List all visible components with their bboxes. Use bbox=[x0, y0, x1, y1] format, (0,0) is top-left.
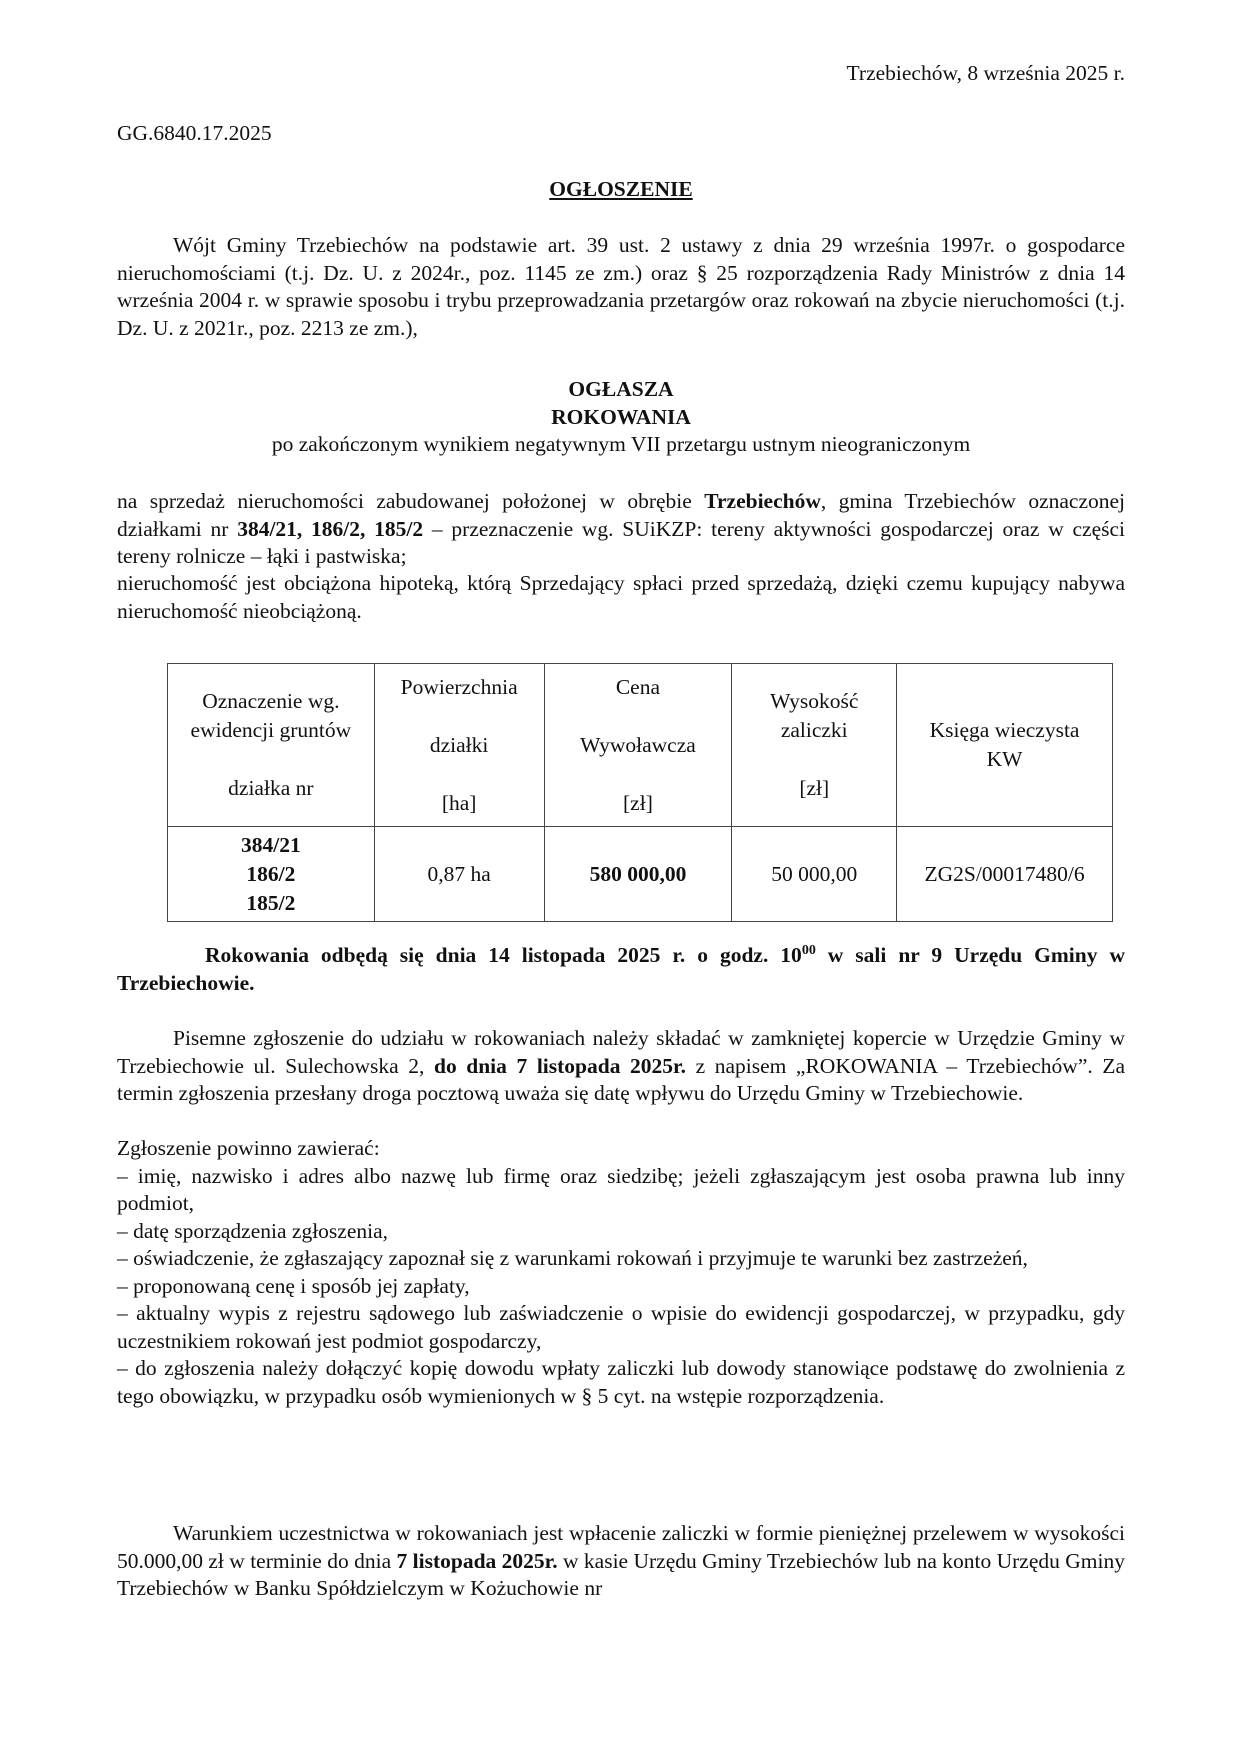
header-parcel-line: działka nr bbox=[228, 776, 314, 800]
table-row bbox=[168, 827, 1113, 922]
property-paragraph bbox=[117, 488, 1125, 571]
deposit-deadline: 7 listopada 2025r. bbox=[396, 1548, 558, 1573]
header-deposit-line: zaliczki bbox=[780, 718, 848, 742]
parcel-number: 384/21 bbox=[240, 832, 301, 857]
page-title bbox=[117, 176, 1125, 204]
deposit-paragraph bbox=[117, 1520, 1125, 1603]
header-deposit-line: Wysokość bbox=[770, 689, 859, 713]
list-item: – aktualny wypis z rejestru sądowego lub zaświadczenie o wpisie do ewidencji gospodarczej, w przypadku, gdy uczestnikiem rokowań jest podmiot gospodarczy, bbox=[117, 1301, 1125, 1353]
contents-section bbox=[117, 1135, 1125, 1410]
intro-paragraph: Wójt Gminy Trzebiechów na podstawie art. 39 ust. 2 ustawy z dnia 29 września 1997r. o gospodarce nieruchomościami (t.j. Dz. U. z 2024r., poz. 1145 ze zm.) oraz § 25 rozporządzenia Rady Ministrów z dnia 14 września 2004 r. w sprawie sposobu i trybu przeprowadzania przetargów oraz rokowań na zbycie nieruchomości (t.j. Dz. U. z 2021r., poz. 2213 ze zm.), bbox=[117, 233, 1125, 340]
meeting-text-b: w sali nr 9 Urzędu Gminy w Trzebiechowie. bbox=[117, 943, 1125, 995]
header-parcel-line: Oznaczenie wg. bbox=[202, 689, 340, 713]
list-item: – imię, nazwisko i adres albo nazwę lub firmę oraz siedzibę; jeżeli zgłaszającym jest osoba prawna lub inny podmiot, bbox=[117, 1163, 1125, 1215]
property-text-e: – przeznaczenie wg. SUiKZP: tereny aktywności gospodarczej oraz w części tereny rolnicze – łąki i pastwiska; bbox=[117, 516, 1125, 568]
header-parcel bbox=[168, 664, 375, 827]
header-land-register bbox=[897, 664, 1113, 827]
list-item: – proponowaną cenę i sposób jej zapłaty, bbox=[117, 1273, 470, 1298]
meeting-paragraph bbox=[117, 942, 1125, 997]
table-header-row bbox=[168, 664, 1113, 827]
submission-text-c: z napisem „ROKOWANIA – Trzebiechów”. Za termin zgłoszenia przesłany droga pocztową uważa się datę wpływu do Urzędu Gminy w Trzebiechowie. bbox=[117, 1053, 1125, 1105]
header-parcel-line: ewidencji gruntów bbox=[190, 718, 352, 742]
header-area-line: [ha] bbox=[441, 790, 477, 815]
submission-deadline: do dnia 7 listopada 2025r. bbox=[433, 1053, 686, 1078]
header-deposit-line: [zł] bbox=[799, 776, 830, 800]
reference-number: GG.6840.17.2025 bbox=[117, 121, 272, 145]
page-title-text: OGŁOSZENIE bbox=[549, 177, 693, 201]
cell-parcels bbox=[168, 827, 375, 922]
contents-heading: Zgłoszenie powinno zawierać: bbox=[117, 1136, 380, 1160]
deposit-text-a: Warunkiem uczestnictwa w rokowaniach jest wpłacenie zaliczki w formie pieniężnej przelewem w wysokości 50.000,00 zł w terminie do dnia bbox=[117, 1521, 1125, 1573]
header-kw-line: KW bbox=[986, 747, 1023, 771]
deposit-text-c: w kasie Urzędu Gminy Trzebiechów lub na konto Urzędu Gminy Trzebiechów w Banku Spółdzielczym w Kożuchowie nr bbox=[117, 1548, 1125, 1600]
announce-line3: po zakończonym wynikiem negatywnym VII przetargu ustnym nieograniczonym bbox=[271, 432, 971, 456]
header-price-line: Cena bbox=[615, 674, 661, 699]
property-text-c: , gmina Trzebiechów oznaczonej działkami nr bbox=[117, 489, 1126, 541]
list-item: – oświadczenie, że zgłaszający zapoznał się z warunkami rokowań i przyjmuje te warunki bez zastrzeżeń, bbox=[117, 1246, 1028, 1270]
cell-deposit: 50 000,00 bbox=[732, 827, 897, 922]
list-item: – datę sporządzenia zgłoszenia, bbox=[117, 1218, 389, 1243]
submission-paragraph bbox=[117, 1025, 1125, 1108]
announce-block bbox=[117, 376, 1125, 459]
cell-land-register: ZG2S/00017480/6 bbox=[897, 827, 1113, 922]
meeting-time-sup: 00 bbox=[801, 942, 816, 958]
header-area-line: Powierzchnia bbox=[400, 674, 518, 699]
header-area-line: działki bbox=[429, 732, 489, 757]
property-table bbox=[167, 663, 1113, 922]
place-date: Trzebiechów, 8 września 2025 r. bbox=[846, 61, 1125, 85]
header-price-line: Wywoławcza bbox=[580, 732, 696, 757]
cell-price bbox=[544, 827, 732, 922]
header-deposit bbox=[732, 664, 897, 827]
property-location: Trzebiechów bbox=[704, 489, 821, 513]
property-text-a: na sprzedaż nieruchomości zabudowanej położonej w obrębie bbox=[117, 489, 705, 513]
header-price-line: [zł] bbox=[623, 790, 653, 815]
property-parcels: 384/21, 186/2, 185/2 bbox=[237, 516, 424, 541]
header-kw-line: Księga wieczysta bbox=[929, 718, 1080, 742]
parcel-number: 186/2 bbox=[246, 861, 296, 886]
property-mortgage: nieruchomość jest obciążona hipoteką, którą Sprzedający spłaci przed sprzedażą, dzięki czemu kupujący nabywa nieruchomość nieobciążoną. bbox=[117, 571, 1125, 623]
header-price bbox=[544, 664, 732, 827]
price-value: 580 000,00 bbox=[589, 861, 687, 886]
header-area bbox=[374, 664, 544, 827]
list-item: – do zgłoszenia należy dołączyć kopię dowodu wpłaty zaliczki lub dowody stanowiące podstawę do zwolnienia z tego obowiązku, w przypadku osób wymienionych w § 5 cyt. na wstępie rozporządzenia. bbox=[117, 1356, 1125, 1408]
meeting-text-a: Rokowania odbędą się dnia 14 listopada 2025 r. o godz. 10 bbox=[205, 943, 802, 967]
parcel-number: 185/2 bbox=[246, 890, 296, 915]
submission-text-a: Pisemne zgłoszenie do udziału w rokowaniach należy składać w zamkniętej kopercie w Urzędzie Gminy w Trzebiechowie ul. Sulechowska 2, bbox=[117, 1026, 1125, 1078]
cell-area: 0,87 ha bbox=[374, 827, 544, 922]
announce-line1: OGŁASZA bbox=[568, 377, 674, 401]
announce-line2: ROKOWANIA bbox=[551, 404, 691, 429]
